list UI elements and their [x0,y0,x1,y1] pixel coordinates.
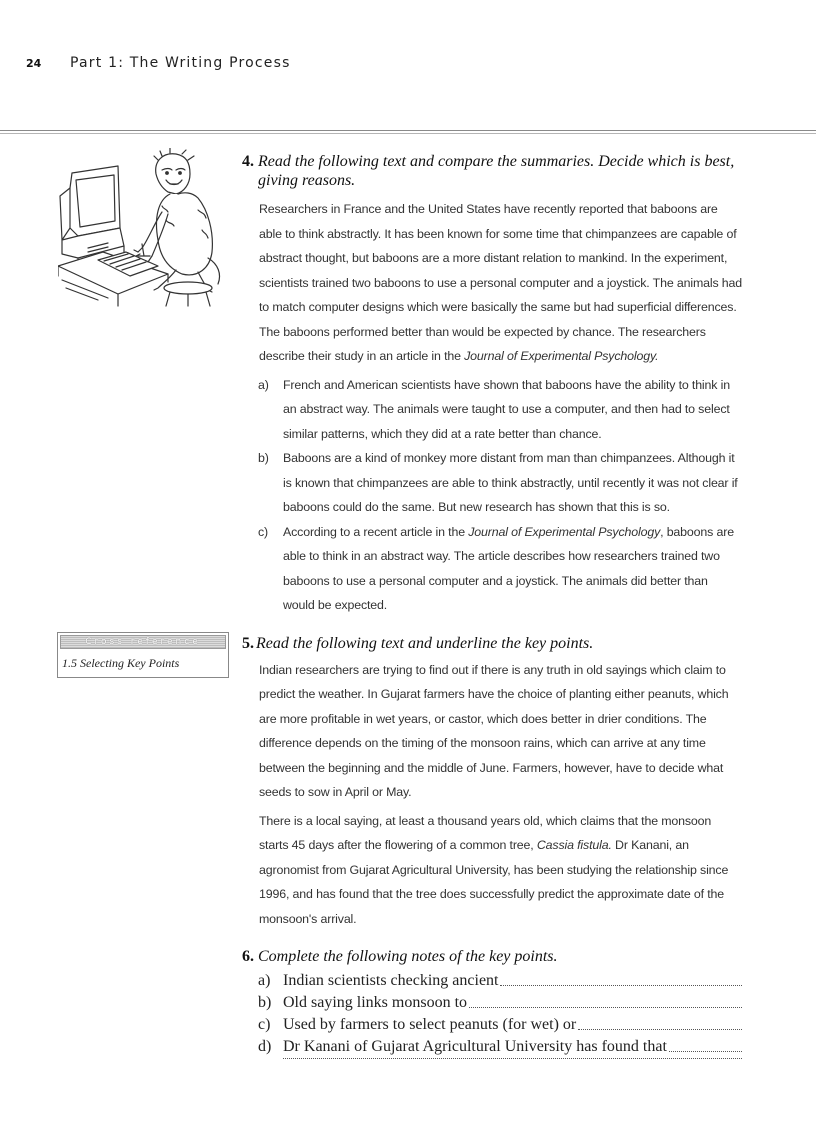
baboon-at-computer-illustration [58,148,228,308]
option-letter: a) [258,377,269,392]
summary-option-b [258,446,742,520]
option-text-start: According to a recent article in the [283,524,469,539]
question-4-passage [259,197,742,369]
question-5-title [242,634,742,653]
question-4 [242,152,742,618]
option-letter: c) [258,524,269,539]
note-letter: a) [258,972,271,989]
page-header [26,55,291,71]
question-text: Read the following text and compare the summaries. Decide which is best, giving reasons. [258,153,735,189]
note-line-d[interactable] [258,1036,742,1058]
summary-option-a [258,373,742,447]
option-text-end: , baboons are able to think in an abstract way. The article describes how researchers trained two baboons to use a personal computer and a joystick. The animals did better than would be expected. [283,524,734,612]
note-indent [258,1058,283,1065]
note-letter: d) [258,1038,272,1055]
note-line-c[interactable] [258,1014,742,1036]
option-letter: b) [258,451,269,465]
option-text: Baboons are a kind of monkey more distant from man than chimpanzees. Although it is known that chimpanzees are able to think abstractly, until recently it was not clear if baboons could do the same. But new research has shown that this is so. [283,451,738,514]
option-text: French and American scientists have shown that baboons have the ability to think in an abstract way. The animals were taught to use a computer, and then had to select similar patterns, which they did at a rate better than chance. [283,377,730,441]
note-letter: c) [258,1016,271,1033]
note-line-d-continuation[interactable] [258,1058,742,1065]
question-6-title [242,947,742,966]
running-title: Part 1: The Writing Process [70,55,291,71]
note-text: Dr Kanani of Gujarat Agricultural University has found that [283,1038,667,1055]
paragraph-text-start: There is a local saying, at least a thousand years old, which claims that the monsoon starts 45 days after the flowering of a common tree, [259,813,712,852]
question-5 [242,634,742,932]
cross-reference-heading: Cross reference [60,635,226,649]
option-text [283,520,742,618]
page-number: 24 [26,57,42,70]
note-letter: b) [258,994,272,1011]
question-text: Complete the following notes of the key points. [258,948,558,965]
answer-blank[interactable] [500,970,742,986]
answer-blank[interactable] [283,1058,742,1059]
answer-blank[interactable] [669,1036,742,1052]
exercise-column [242,152,742,1065]
cross-reference-text: 1.5 Selecting Key Points [62,656,180,670]
question-4-title [242,152,742,190]
question-number: 5. [242,634,254,652]
note-line-b[interactable] [258,992,742,1014]
header-rule [0,130,816,134]
cross-reference-box [57,632,229,678]
note-text: Old saying links monsoon to [283,994,468,1011]
question-6 [242,947,742,1065]
paragraph-text-end: Dr Kanani, an agronomist from Gujarat Agricultural University, has been studying the relationship since 1996, and has found that the tree does successfully predict the approximate date of the monsoon's arrival. [259,838,729,926]
answer-blank[interactable] [469,992,742,1008]
answer-blank[interactable] [578,1014,742,1030]
question-number: 6. [242,948,254,965]
question-5-paragraph-2 [259,809,742,932]
question-5-paragraph-1: Indian researchers are trying to find out if there is any truth in old sayings which claim to predict the weather. In Gujarat farmers have the choice of planting either peanuts, which are more profitable in wet years, or castor, which does better in drier conditions. The difference depends on the timing of the monsoon rains, which can arrive at any time between the beginning and the middle of June. Farmers, however, have to decide what seeds to sow in April or May. [259,662,729,799]
journal-title: Journal of Experimental Psychology. [464,349,659,363]
note-text: Indian scientists checking ancient [283,972,499,989]
question-text: Read the following text and underline the key points. [256,634,594,652]
note-text: Used by farmers to select peanuts (for wet) or [283,1016,577,1033]
summary-option-c [258,520,742,618]
journal-title: Journal of Experimental Psychology [468,524,661,539]
note-line-a[interactable] [258,970,742,992]
question-number: 4. [242,153,254,170]
passage-text: Researchers in France and the United States have recently reported that baboons are able to think abstractly. It has been known for some time that chimpanzees are capable of abstract thought, but baboons are a more distant relation to mankind. In the experiment, scientists trained two baboons to use a personal computer and a joystick. The animals had to match computer designs which were basically the same but had superficial differences. The baboons performed better than would be expected by chance. The researchers describe their study in an article in the [259,202,743,363]
species-name: Cassia fistula. [536,838,612,852]
